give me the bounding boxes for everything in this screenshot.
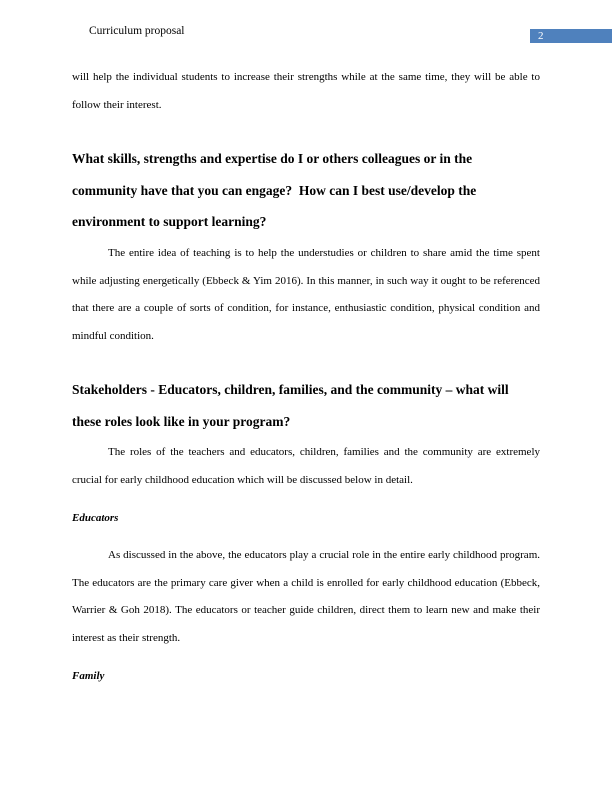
paragraph-roles: The roles of the teachers and educators, children, families and the community are extremely crucial for early childhood education which will be discussed below in detail. — [72, 446, 540, 486]
paragraph-educators: As discussed in the above, the educators play a crucial role in the entire early childhood program. The educators are the primary care giver when a child is enrolled for early childhood education (Ebbeck, Warrier & Goh 2018). The educators or teacher guide children, direct them to learn new and make their interest as their strength. — [72, 549, 540, 644]
subheading-family: Family — [72, 670, 105, 682]
paragraph-teaching-idea: The entire idea of teaching is to help the understudies or children to share amid the time spent while adjusting energetically (Ebbeck & Yim 2016). In this manner, in such way it ought to be referenced that there are a couple of sorts of condition, for instance, enthusiastic condition, physical condition and mindful condition. — [72, 247, 540, 342]
heading-skills-strengths: What skills, strengths and expertise do I or others colleagues or in the community have that you can engage? How can I best use/develop the environment to support learning? — [72, 151, 477, 229]
header-title: Curriculum proposal — [89, 25, 185, 37]
heading-stakeholders: Stakeholders - Educators, children, families, and the community – what will these roles look like in your program? — [72, 382, 509, 429]
page-number: 2 — [538, 30, 544, 42]
subheading-educators: Educators — [72, 512, 119, 524]
page-number-badge — [530, 29, 612, 43]
paragraph-continuation: will help the individual students to increase their strengths while at the same time, they will be able to follow their interest. — [72, 71, 540, 111]
